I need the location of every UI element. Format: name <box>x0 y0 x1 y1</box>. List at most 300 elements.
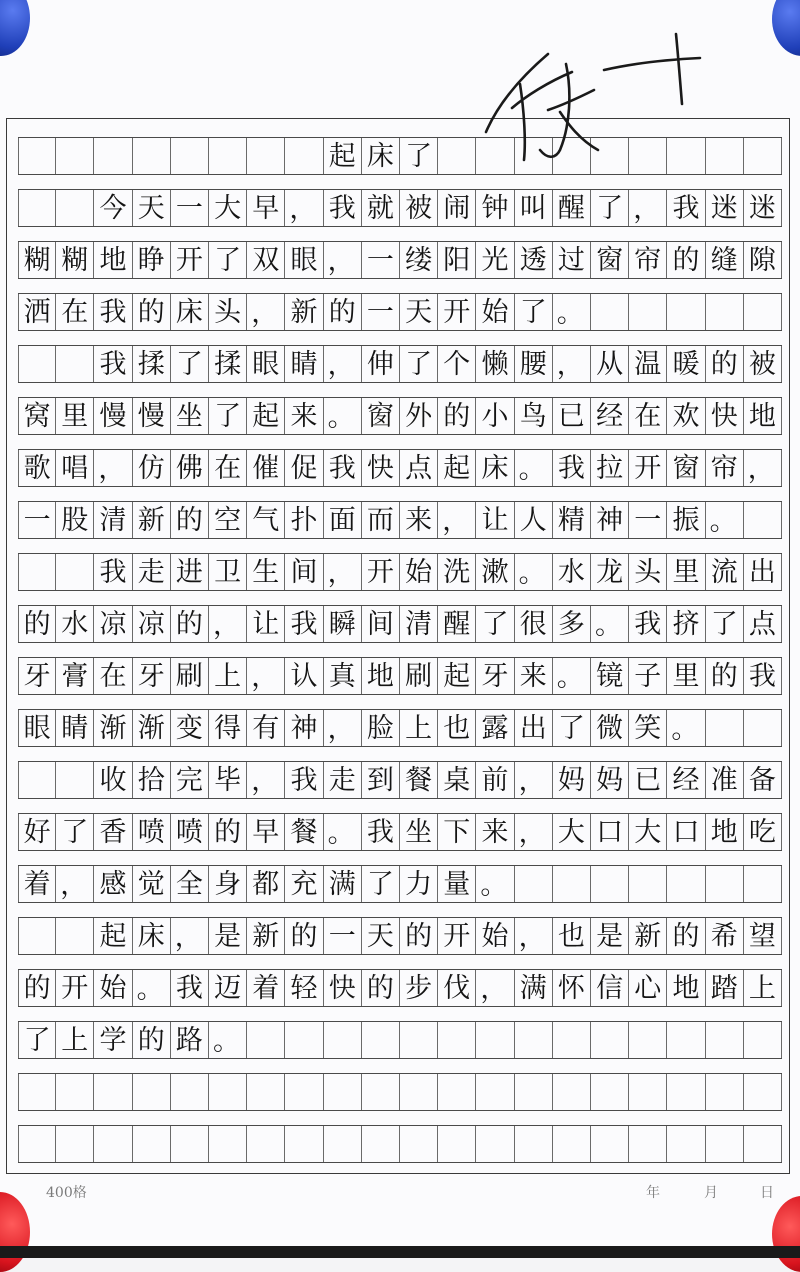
grid-cell: 全 <box>171 866 209 902</box>
grid-cell: 在 <box>56 294 94 330</box>
grid-cell: 我 <box>94 554 132 590</box>
grid-cell: 上 <box>744 970 782 1006</box>
grid-row <box>18 1073 782 1111</box>
grid-cell: 大 <box>209 190 247 226</box>
grid-cell <box>667 1022 705 1058</box>
grid-cell <box>744 502 782 538</box>
grid-cell: 了 <box>209 398 247 434</box>
grid-cell: 腰 <box>515 346 553 382</box>
grid-cell <box>209 1074 247 1110</box>
grid-cell: 。 <box>476 866 514 902</box>
grid-cell <box>18 1074 56 1110</box>
grid-cell <box>553 1074 591 1110</box>
grid-cell: 笑 <box>629 710 667 746</box>
grid-cell: 地 <box>94 242 132 278</box>
grid-cell: 双 <box>247 242 285 278</box>
grid-cell: 走 <box>324 762 362 798</box>
grid-cell <box>56 554 94 590</box>
grid-cell: 快 <box>324 970 362 1006</box>
grid-cell: 睛 <box>285 346 323 382</box>
grid-cell: 收 <box>94 762 132 798</box>
grid-cell <box>515 1074 553 1110</box>
grid-cell: 来 <box>515 658 553 694</box>
grid-cell: 始 <box>94 970 132 1006</box>
grid-cell: 的 <box>362 970 400 1006</box>
grid-cell: 都 <box>247 866 285 902</box>
grid-cell <box>94 1074 132 1110</box>
grid-cell: 希 <box>706 918 744 954</box>
grid-cell <box>629 866 667 902</box>
grid-cell: 。 <box>324 398 362 434</box>
grid-cell <box>171 1074 209 1110</box>
grid-cell: 膏 <box>56 658 94 694</box>
grid-cell: 龙 <box>591 554 629 590</box>
grid-cell: 扑 <box>285 502 323 538</box>
grid-cell: 一 <box>18 502 56 538</box>
grid-cell: 开 <box>629 450 667 486</box>
grid-cell: 卫 <box>209 554 247 590</box>
grid-cell: 懒 <box>476 346 514 382</box>
grid-cell: 出 <box>744 554 782 590</box>
grid-cell: 感 <box>94 866 132 902</box>
grid-cell: 帘 <box>706 450 744 486</box>
grid-cell: 天 <box>133 190 171 226</box>
grid-cell: 神 <box>591 502 629 538</box>
grid-cell: 的 <box>285 918 323 954</box>
grid-cell: 着 <box>18 866 56 902</box>
grid-cell: 下 <box>438 814 476 850</box>
grid-cell: 认 <box>285 658 323 694</box>
grid-cell: 在 <box>209 450 247 486</box>
grid-cell: 被 <box>744 346 782 382</box>
grid-cell: 觉 <box>133 866 171 902</box>
grid-cell: 大 <box>553 814 591 850</box>
grid-cell: ， <box>247 762 285 798</box>
grid-cell: 踏 <box>706 970 744 1006</box>
grid-row <box>18 553 782 591</box>
grid-cell <box>476 1022 514 1058</box>
grid-cell: 我 <box>94 294 132 330</box>
grid-cell: 鸟 <box>515 398 553 434</box>
grid-cell: 微 <box>591 710 629 746</box>
grid-cell: 股 <box>56 502 94 538</box>
grid-cell <box>247 1126 285 1162</box>
grid-cell: 天 <box>362 918 400 954</box>
grid-capacity-label: 400格 <box>46 1185 87 1201</box>
grid-cell: ， <box>324 242 362 278</box>
grid-cell: 让 <box>476 502 514 538</box>
grid-cell: 过 <box>553 242 591 278</box>
grid-cell: 洗 <box>438 554 476 590</box>
grid-cell: 我 <box>667 190 705 226</box>
grid-cell: 里 <box>56 398 94 434</box>
grid-cell: 好 <box>18 814 56 850</box>
grid-cell: 眼 <box>285 242 323 278</box>
grid-cell: 早 <box>247 814 285 850</box>
grid-cell: 揉 <box>133 346 171 382</box>
grid-cell: 了 <box>400 138 438 174</box>
grid-cell <box>324 1074 362 1110</box>
grid-cell: ， <box>247 658 285 694</box>
grid-cell: 备 <box>744 762 782 798</box>
grid-cell: 空 <box>209 502 247 538</box>
grid-cell: 出 <box>515 710 553 746</box>
grid-cell: 镜 <box>591 658 629 694</box>
grid-cell: 早 <box>247 190 285 226</box>
teacher-signature-mark <box>0 0 800 200</box>
grid-row <box>18 761 782 799</box>
grid-cell: 我 <box>362 814 400 850</box>
grid-cell <box>629 1022 667 1058</box>
grid-cell: 路 <box>171 1022 209 1058</box>
grid-cell: 在 <box>94 658 132 694</box>
grid-cell: 怀 <box>553 970 591 1006</box>
grid-cell <box>591 294 629 330</box>
grid-cell <box>285 1022 323 1058</box>
grid-cell: 。 <box>515 554 553 590</box>
grid-cell: 间 <box>285 554 323 590</box>
grid-cell: 经 <box>667 762 705 798</box>
grid-cell <box>56 346 94 382</box>
grid-cell: 准 <box>706 762 744 798</box>
grid-cell: 露 <box>476 710 514 746</box>
grid-cell <box>667 1074 705 1110</box>
grid-cell: 了 <box>553 710 591 746</box>
grid-cell: 毕 <box>209 762 247 798</box>
grid-cell: 水 <box>553 554 591 590</box>
grid-cell: 了 <box>362 866 400 902</box>
grid-cell: 今 <box>94 190 132 226</box>
grid-cell: 牙 <box>18 658 56 694</box>
grid-cell: 牙 <box>133 658 171 694</box>
grid-cell <box>744 1074 782 1110</box>
grid-cell: 力 <box>400 866 438 902</box>
grid-cell: ， <box>56 866 94 902</box>
grid-cell: 缕 <box>400 242 438 278</box>
grid-cell: 得 <box>209 710 247 746</box>
grid-cell: 了 <box>209 242 247 278</box>
grid-cell: 而 <box>362 502 400 538</box>
grid-cell: 阳 <box>438 242 476 278</box>
grid-cell: 眼 <box>18 710 56 746</box>
grid-cell: 的 <box>18 970 56 1006</box>
grid-cell: 多 <box>553 606 591 642</box>
grid-cell: 。 <box>133 970 171 1006</box>
grid-cell: 了 <box>400 346 438 382</box>
grid-cell: 信 <box>591 970 629 1006</box>
grid-cell: 的 <box>133 1022 171 1058</box>
grid-cell: 里 <box>667 658 705 694</box>
grid-cell <box>476 1074 514 1110</box>
grid-cell: 。 <box>515 450 553 486</box>
grid-cell <box>133 1074 171 1110</box>
grid-cell <box>18 762 56 798</box>
grid-cell <box>133 1126 171 1162</box>
grid-cell: 振 <box>667 502 705 538</box>
grid-cell: 洒 <box>18 294 56 330</box>
grid-cell: 的 <box>667 242 705 278</box>
grid-cell <box>591 866 629 902</box>
grid-cell: 。 <box>591 606 629 642</box>
grid-cell <box>18 918 56 954</box>
grid-cell <box>553 866 591 902</box>
grid-cell <box>515 866 553 902</box>
grid-cell: 叫 <box>515 190 553 226</box>
grid-cell <box>629 1126 667 1162</box>
grid-cell <box>324 1126 362 1162</box>
date-day-label: 日 <box>760 1185 774 1201</box>
grid-row <box>18 917 782 955</box>
grid-cell: ， <box>324 710 362 746</box>
grid-cell: 满 <box>515 970 553 1006</box>
grid-cell: 上 <box>209 658 247 694</box>
grid-cell <box>324 1022 362 1058</box>
grid-cell: 是 <box>209 918 247 954</box>
grid-row <box>18 969 782 1007</box>
grid-cell: 始 <box>400 554 438 590</box>
grid-cell <box>362 1126 400 1162</box>
grid-cell: ， <box>515 918 553 954</box>
grid-cell <box>438 1022 476 1058</box>
grid-cell: 的 <box>667 918 705 954</box>
grid-cell <box>438 1126 476 1162</box>
grid-cell <box>744 294 782 330</box>
grid-cell: 帘 <box>629 242 667 278</box>
grid-cell <box>56 1126 94 1162</box>
grid-row <box>18 605 782 643</box>
grid-cell: 开 <box>56 970 94 1006</box>
grid-cell <box>285 1074 323 1110</box>
grid-cell: 糊 <box>56 242 94 278</box>
grid-cell: 床 <box>476 450 514 486</box>
grid-cell: 头 <box>209 294 247 330</box>
grid-cell: 量 <box>438 866 476 902</box>
grid-cell <box>667 1126 705 1162</box>
grid-cell <box>629 1074 667 1110</box>
grid-cell: 一 <box>324 918 362 954</box>
grid-cell: 的 <box>324 294 362 330</box>
grid-row <box>18 865 782 903</box>
grid-cell: 了 <box>18 1022 56 1058</box>
grid-cell: 生 <box>247 554 285 590</box>
grid-cell: 起 <box>247 398 285 434</box>
grid-cell: 始 <box>476 918 514 954</box>
grid-cell: 满 <box>324 866 362 902</box>
grid-cell <box>247 1074 285 1110</box>
grid-cell <box>209 1126 247 1162</box>
grid-cell <box>667 866 705 902</box>
grid-cell: 床 <box>171 294 209 330</box>
grid-cell: 外 <box>400 398 438 434</box>
grid-cell: 学 <box>94 1022 132 1058</box>
grid-cell: 慢 <box>94 398 132 434</box>
grid-cell <box>56 762 94 798</box>
grid-cell: 个 <box>438 346 476 382</box>
grid-cell: 清 <box>400 606 438 642</box>
grid-cell: 有 <box>247 710 285 746</box>
grid-row <box>18 241 782 279</box>
grid-cell: 我 <box>553 450 591 486</box>
grid-cell: 我 <box>744 658 782 694</box>
grid-cell: 隙 <box>744 242 782 278</box>
grid-cell: 起 <box>94 918 132 954</box>
grid-cell: 大 <box>629 814 667 850</box>
grid-cell: 了 <box>591 190 629 226</box>
grid-cell: 瞬 <box>324 606 362 642</box>
grid-cell: 床 <box>362 138 400 174</box>
grid-cell: ， <box>324 346 362 382</box>
grid-cell: 凉 <box>133 606 171 642</box>
grid-cell: 着 <box>247 970 285 1006</box>
grid-cell: 了 <box>476 606 514 642</box>
grid-cell: ， <box>209 606 247 642</box>
grid-cell: 口 <box>591 814 629 850</box>
grid-cell: 步 <box>400 970 438 1006</box>
grid-cell: 醒 <box>438 606 476 642</box>
grid-cell: 上 <box>400 710 438 746</box>
grid-cell <box>285 1126 323 1162</box>
grid-cell <box>400 1022 438 1058</box>
grid-cell: 里 <box>667 554 705 590</box>
grid-cell <box>553 1126 591 1162</box>
grid-cell: 窗 <box>667 450 705 486</box>
date-year-label: 年 <box>646 1185 660 1201</box>
grid-cell: 。 <box>706 502 744 538</box>
grid-cell: 天 <box>400 294 438 330</box>
grid-cell: ， <box>324 554 362 590</box>
grid-row <box>18 449 782 487</box>
grid-cell: 了 <box>515 294 553 330</box>
grid-cell: ， <box>285 190 323 226</box>
grid-cell: 已 <box>629 762 667 798</box>
grid-cell <box>744 710 782 746</box>
grid-cell: 到 <box>362 762 400 798</box>
grid-cell: 。 <box>209 1022 247 1058</box>
grid-row <box>18 501 782 539</box>
grid-cell <box>515 1126 553 1162</box>
grid-cell: 开 <box>171 242 209 278</box>
grid-cell <box>706 294 744 330</box>
grid-cell <box>515 1022 553 1058</box>
grid-cell: 糊 <box>18 242 56 278</box>
grid-cell: 新 <box>629 918 667 954</box>
grid-cell: 始 <box>476 294 514 330</box>
grid-cell: 来 <box>476 814 514 850</box>
grid-cell: 挤 <box>667 606 705 642</box>
grid-cell: 子 <box>629 658 667 694</box>
grid-cell <box>629 294 667 330</box>
grid-cell: ， <box>94 450 132 486</box>
grid-cell: 我 <box>324 190 362 226</box>
grid-cell: 水 <box>56 606 94 642</box>
grid-cell: 佛 <box>171 450 209 486</box>
grid-cell: 轻 <box>285 970 323 1006</box>
grid-cell: 来 <box>400 502 438 538</box>
grid-cell: 伸 <box>362 346 400 382</box>
grid-cell: 一 <box>629 502 667 538</box>
grid-row <box>18 813 782 851</box>
grid-cell: 起 <box>324 138 362 174</box>
grid-cell: 小 <box>476 398 514 434</box>
grid-cell: 我 <box>94 346 132 382</box>
grid-cell <box>744 866 782 902</box>
grid-cell: ， <box>476 970 514 1006</box>
grid-cell: 闹 <box>438 190 476 226</box>
grid-cell: 仿 <box>133 450 171 486</box>
grid-cell: 睁 <box>133 242 171 278</box>
grid-cell: 一 <box>171 190 209 226</box>
grid-cell: 新 <box>247 918 285 954</box>
grid-cell: 开 <box>362 554 400 590</box>
grid-cell: 很 <box>515 606 553 642</box>
grid-cell: 迷 <box>706 190 744 226</box>
grid-cell <box>476 1126 514 1162</box>
grid-cell: 吃 <box>744 814 782 850</box>
grid-cell: 凉 <box>94 606 132 642</box>
grid-cell: 迈 <box>209 970 247 1006</box>
grid-cell: 精 <box>553 502 591 538</box>
grid-cell: 伐 <box>438 970 476 1006</box>
grid-cell: 窝 <box>18 398 56 434</box>
grid-cell: 让 <box>247 606 285 642</box>
grid-cell: 气 <box>247 502 285 538</box>
grid-cell: ， <box>629 190 667 226</box>
grid-cell: 了 <box>56 814 94 850</box>
grid-cell <box>744 1022 782 1058</box>
grid-cell: 从 <box>591 346 629 382</box>
grid-cell: 透 <box>515 242 553 278</box>
grid-cell: ， <box>515 814 553 850</box>
grid-cell: 的 <box>706 346 744 382</box>
grid-cell: 暖 <box>667 346 705 382</box>
grid-cell <box>667 294 705 330</box>
grid-cell <box>56 1074 94 1110</box>
grid-cell: 促 <box>285 450 323 486</box>
grid-cell: 的 <box>706 658 744 694</box>
grid-cell <box>400 1074 438 1110</box>
grid-cell: 醒 <box>553 190 591 226</box>
grid-cell: 餐 <box>400 762 438 798</box>
grid-cell: 变 <box>171 710 209 746</box>
grid-cell: 一 <box>362 242 400 278</box>
grid-cell: 望 <box>744 918 782 954</box>
grid-cell <box>18 346 56 382</box>
grid-cell: 地 <box>362 658 400 694</box>
grid-cell <box>18 554 56 590</box>
grid-cell: 揉 <box>209 346 247 382</box>
grid-cell: 我 <box>285 606 323 642</box>
grid-cell: 真 <box>324 658 362 694</box>
grid-cell: 清 <box>94 502 132 538</box>
grid-cell: 的 <box>171 502 209 538</box>
grid-cell: 点 <box>744 606 782 642</box>
grid-cell: 我 <box>629 606 667 642</box>
grid-row <box>18 1021 782 1059</box>
grid-cell: 窗 <box>591 242 629 278</box>
grid-cell: 上 <box>56 1022 94 1058</box>
grid-cell: ， <box>744 450 782 486</box>
grid-cell: 一 <box>362 294 400 330</box>
grid-cell: 在 <box>629 398 667 434</box>
grid-cell: 走 <box>133 554 171 590</box>
grid-cell: 开 <box>438 294 476 330</box>
grid-cell: 新 <box>285 294 323 330</box>
table-edge <box>0 1246 800 1258</box>
grid-cell <box>706 1074 744 1110</box>
grid-cell: 开 <box>438 918 476 954</box>
grid-cell: 坐 <box>171 398 209 434</box>
grid-row <box>18 345 782 383</box>
